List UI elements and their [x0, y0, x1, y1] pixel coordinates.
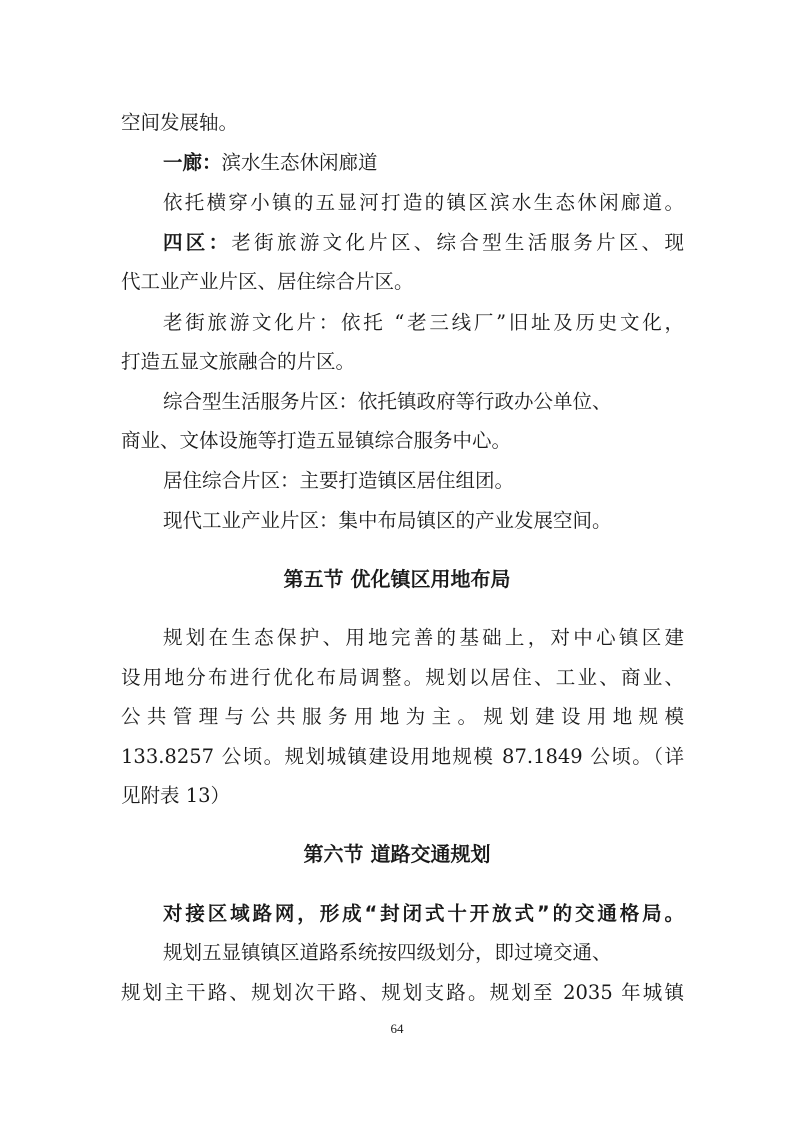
corridor-text: 滨水生态休闲廊道: [221, 151, 378, 174]
section-6-line-2: 规划五显镇镇区道路系统按四级划分，即过境交通、: [163, 941, 612, 964]
page-number: 64: [390, 1021, 404, 1036]
section-6-line-3: 规划主干路、规划次干路、规划支路。规划至 2035 年城镇: [121, 981, 684, 1004]
corridor-label: 一廊：: [163, 151, 222, 174]
section-6-heading: 第六节 道路交通规划: [303, 842, 491, 866]
section-6-line-1: 对接区域路网，形成“封闭式十开放式”的交通格局。: [163, 902, 684, 925]
line-4: [163, 231, 684, 255]
line-7: 打造五显文旅融合的片区。: [121, 350, 356, 373]
line-11: 现代工业产业片区：集中布局镇区的产业发展空间。: [163, 509, 612, 532]
section-5-line-2: 设用地分布进行优化布局调整。规划以居住、工业、商业、: [121, 666, 684, 689]
section-5-line-1: 规划在生态保护、用地完善的基础上，对中心镇区建: [163, 626, 684, 649]
section-5-line-4: 133.8257 公顷。规划城镇建设用地规模 87.1849 公顷。（详: [121, 745, 684, 768]
line-8: 综合型生活服务片区：依托镇政府等行政办公单位、: [163, 390, 612, 413]
section-5-line-5: 见附表 13）: [121, 784, 231, 807]
line-2: [163, 151, 378, 175]
line-10: 居住综合片区：主要打造镇区居住组团。: [163, 469, 515, 492]
districts-text: 老街旅游文化片区、综合型生活服务片区、现: [231, 231, 684, 254]
section-5-line-3: 公共管理与公共服务用地为主。规划建设用地规模: [121, 705, 684, 728]
line-3: 依托横穿小镇的五显河打造的镇区滨水生态休闲廊道。: [163, 191, 684, 214]
districts-label: 四区：: [163, 231, 232, 254]
line-5: 代工业产业片区、居住综合片区。: [121, 270, 414, 293]
line-6: 老街旅游文化片：依托 “老三线厂”旧址及历史文化，: [163, 311, 684, 334]
line-9: 商业、文体设施等打造五显镇综合服务中心。: [121, 429, 512, 452]
section-5-heading: 第五节 优化镇区用地布局: [283, 567, 511, 591]
line-1: 空间发展轴。: [121, 111, 239, 134]
